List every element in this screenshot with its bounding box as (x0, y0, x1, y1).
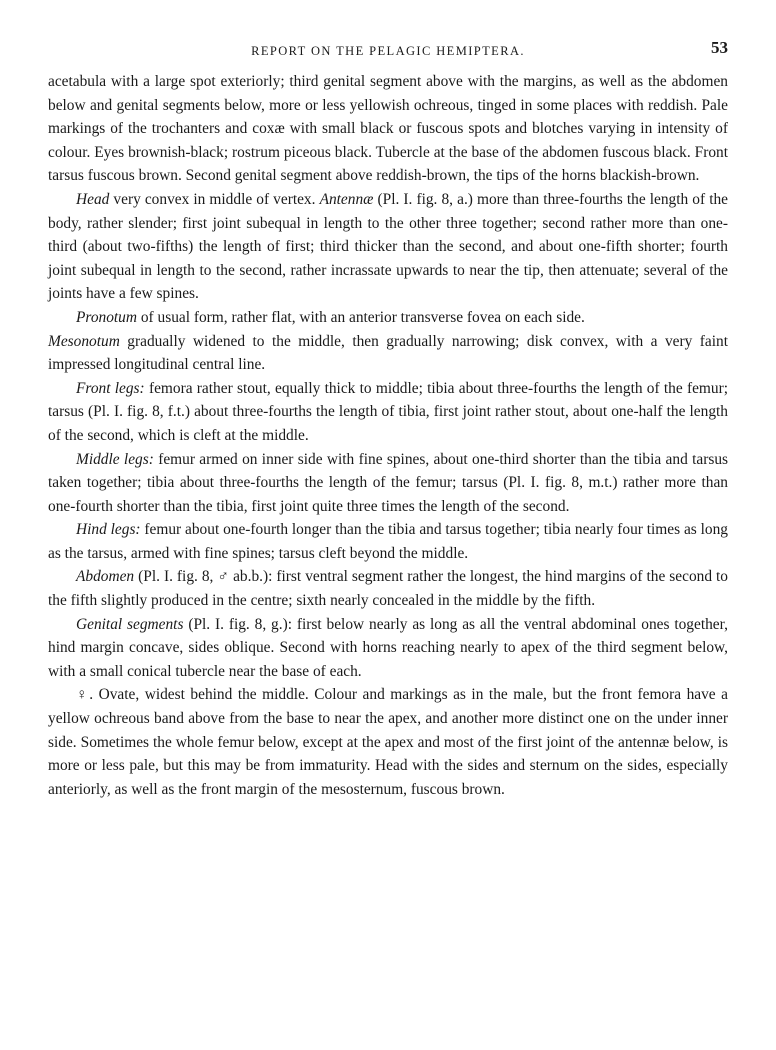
page (48, 36, 728, 801)
abdomen-text: (Pl. I. fig. 8, ♂ ab.b.): first ventral segment rather the longest, the hind margins of the second to the fifth slightly produced in the centre; sixth nearly concealed in the middle by the fifth. (48, 568, 728, 610)
front-legs-text: femora rather stout, equally thick to middle; tibia about three-fourths the length of the femur; tarsus (Pl. I. fig. 8, f.t.) about three-fourths the length of tibia, first joint rather stout, about one-half the length of the second, which is cleft at the middle. (48, 379, 728, 444)
genital-segments-label: Genital segments (76, 615, 184, 633)
pronotum-text: of usual form, rather flat, with an anterior transverse fovea on each side. (137, 308, 585, 326)
head-text-1: very convex in middle of vertex. (109, 190, 320, 208)
paragraph-coloration: acetabula with a large spot exteriorly; third genital segment above with the margins, as well as the abdomen below and genital segments below, more or less yellowish ochreous, tinged in some places with reddish. Pale markings of the trochanters and coxæ with small black or fuscous spots and blotches varying in intensity of colour. Eyes brownish-black; rostrum piceous black. Tubercle at the base of the abdomen fuscous black. Front tarsus fuscous brown. Second genital segment above reddish-brown, the tips of the horns blackish-brown. (48, 73, 728, 185)
paragraph-genital-segments (48, 613, 728, 684)
pronotum-label: Pronotum (76, 308, 137, 326)
abdomen-label: Abdomen (76, 568, 135, 586)
paragraph-middle-legs (48, 448, 728, 519)
paragraph-pronotum (48, 306, 728, 330)
page-number: 53 (711, 38, 728, 57)
paragraph-hind-legs (48, 518, 728, 565)
paragraph-female: ♀. Ovate, widest behind the middle. Colour and markings as in the male, but the front femora have a yellow ochreous band above from the base to near the apex, and another more distinct one on the under inner side. Sometimes the whole femur below, except at the apex and most of the first joint of the antennæ below, is more or less pale, but this may be from immaturity. Head with the sides and sternum on the sides, especially anteriorly, as well as the front margin of the mesosternum, fuscous brown. (48, 686, 728, 798)
paragraph-front-legs (48, 377, 728, 448)
paragraph-head (48, 188, 728, 306)
middle-legs-text: femur armed on inner side with fine spines, about one-third shorter than the tibia and tarsus taken together; tibia about three-fourths the length of the femur; tarsus (Pl. I. fig. 8, m.t.) rather more than one-fourth shorter than the tibia, first joint quite three times the length of the second. (48, 450, 729, 515)
hind-legs-text: femur about one-fourth longer than the tibia and tarsus together; tibia nearly four times as long as the tarsus, armed with fine spines; tarsus cleft beyond the middle. (48, 521, 728, 562)
paragraph-abdomen (48, 565, 728, 612)
mesonotum-label: Mesonotum (48, 332, 120, 350)
paragraph-mesonotum (48, 330, 728, 377)
page-header (48, 36, 728, 60)
mesonotum-text: gradually widened to the middle, then gradually narrowing; disk convex, with a very faint impressed longitudinal central line. (48, 332, 728, 374)
head-label: Head (76, 190, 110, 208)
genital-segments-text: (Pl. I. fig. 8, g.): first below nearly as long as all the ventral abdominal ones together, hind margin concave, sides oblique. Second with horns reaching nearly to apex of the third segment below, with a small conical tubercle near the base of each. (48, 615, 728, 680)
antennae-label: Antennæ (319, 190, 374, 208)
hind-legs-label: Hind legs: (76, 521, 141, 539)
middle-legs-label: Middle legs: (76, 450, 154, 468)
running-head: REPORT ON THE PELAGIC HEMIPTERA. (251, 44, 525, 58)
head-text-2: (Pl. I. fig. 8, a.) more than three-fourths the length of the body, rather slender; first joint subequal in length to the other three together; second rather more than one-third (about two-fifths) the length of first; third thicker than the second, and about one-fifth shorter; fourth joint subequal in length to the second, rather incrassate upwards to near the tip, then attenuate; several of the joints have a few spines. (48, 190, 728, 303)
front-legs-label: Front legs: (76, 379, 145, 397)
